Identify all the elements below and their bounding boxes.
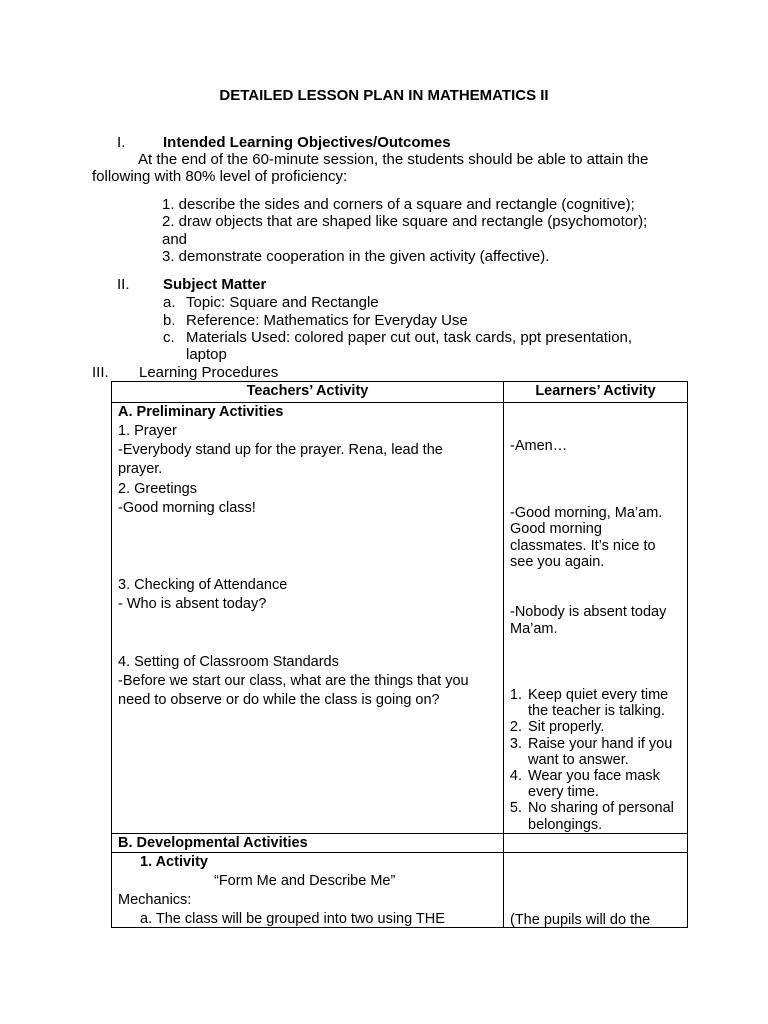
section-a-heading: A. Preliminary Activities [118,404,284,420]
learner-greeting-3: classmates. It’s nice to [510,538,656,554]
objective-2-cont: and [162,231,188,248]
mechanic-a: a. The class will be grouped into two using THE [140,911,445,927]
learning-procedures-table [111,381,688,928]
learner-greeting-4: see you again. [510,554,605,570]
list-item: 3. Raise your hand if you want to answer. [526,736,692,768]
learner-activity-text: (The pupils will do the [510,912,651,928]
teachers-activity-header: Teachers’ Activity [112,382,504,403]
teacher-line-who-absent: - Who is absent today? [118,596,267,612]
teacher-line-standards: 4. Setting of Classroom Standards [118,654,339,670]
section-b-heading: B. Developmental Activities [112,834,504,853]
activity-heading: 1. Activity [140,854,208,870]
subject-item-c: Materials Used: colored paper cut out, task cards, ppt presentation, [186,329,633,346]
list-item: 5. No sharing of personal belongings. [526,800,692,832]
learner-greeting-2: Good morning [510,521,602,537]
subject-item-c-cont: laptop [186,346,227,363]
objective-2: 2. draw objects that are shaped like square and rectangle (psychomotor); [162,213,648,230]
mechanics-label: Mechanics: [118,892,192,908]
subject-item-b: Reference: Mathematics for Everyday Use [186,312,468,329]
learner-preliminary-cell [504,403,688,834]
learner-greeting-1: -Good morning, Ma’am. [510,505,663,521]
list-item: 2. Sit properly. [526,719,692,735]
section-2-heading: Subject Matter [163,276,267,293]
section-3-heading: Learning Procedures [139,364,279,381]
list-item: 1. Keep quiet every time the teacher is talking. [526,687,692,719]
subject-item-b-letter: b. [163,312,176,329]
section-1-heading: Intended Learning Objectives/Outcomes [163,134,451,151]
teacher-line-good-morning: -Good morning class! [118,500,256,516]
section-1-intro-line1: At the end of the 60-minute session, the students should be able to attain the [138,151,649,168]
page-title: DETAILED LESSON PLAN IN MATHEMATICS II [219,87,549,104]
teacher-preliminary-cell [112,403,504,834]
list-item: 4. Wear you face mask every time. [526,768,692,800]
learners-activity-header: Learners’ Activity [504,382,688,403]
objective-3: 3. demonstrate cooperation in the given activity (affective). [162,248,550,265]
preliminary-activities-row [112,403,688,834]
teacher-line-prayer-cont: prayer. [118,461,163,477]
subject-item-a-letter: a. [163,294,176,311]
section-2-numeral: II. [117,276,130,293]
learner-attendance-1: -Nobody is absent today [510,604,667,620]
teacher-line-standards-q2: need to observe or do while the class is going on? [118,692,440,708]
subject-item-a: Topic: Square and Rectangle [186,294,379,311]
section-1-intro-line2: following with 80% level of proficiency: [92,168,348,185]
developmental-activities-row [112,834,688,853]
teacher-line-greetings: 2. Greetings [118,481,197,497]
classroom-standards-list [510,687,692,833]
table-header-row [112,382,688,403]
section-3-numeral: III. [92,364,109,381]
teacher-line-prayer: 1. Prayer [118,423,177,439]
activity-row [112,853,688,928]
section-b-learner-cell [504,834,688,853]
subject-item-c-letter: c. [163,329,175,346]
teacher-line-standards-q1: -Before we start our class, what are the things that you [118,673,469,689]
teacher-line-prayer-instruction: -Everybody stand up for the prayer. Rena, lead the [118,442,443,458]
teacher-line-attendance: 3. Checking of Attendance [118,577,288,593]
learner-attendance-2: Ma’am. [510,621,558,637]
section-1-numeral: I. [117,134,126,151]
learner-amen: -Amen… [510,438,568,454]
activity-title: “Form Me and Describe Me” [214,873,396,889]
teacher-activity-cell [112,853,504,928]
learner-activity-cell [504,853,688,928]
objective-1: 1. describe the sides and corners of a square and rectangle (cognitive); [162,196,635,213]
